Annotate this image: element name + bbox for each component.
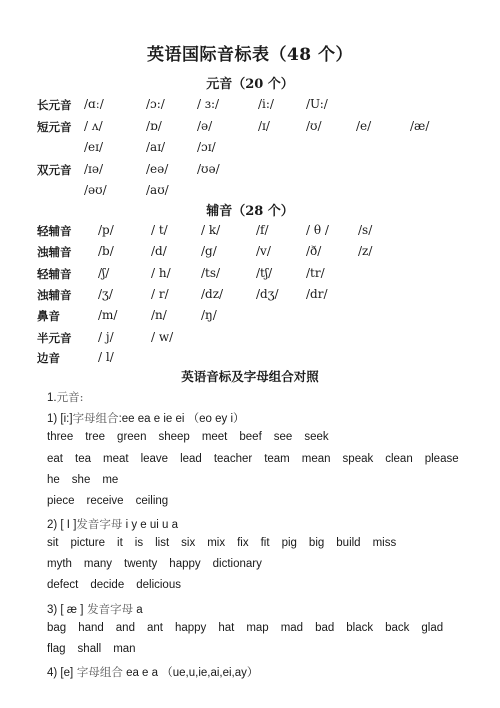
- example-word: twenty: [124, 558, 158, 570]
- example-word: build: [336, 537, 361, 549]
- example-word: beef: [239, 431, 262, 443]
- example-word: leave: [140, 453, 169, 465]
- example-word: meat: [103, 453, 129, 465]
- example-word: mix: [207, 537, 226, 549]
- example-line: [47, 431, 487, 443]
- phonetic-symbol: / k/: [201, 223, 221, 237]
- phonetic-symbol: /n/: [151, 308, 167, 322]
- consonant-row: [0, 308, 500, 326]
- row-label: 浊辅音: [37, 288, 72, 302]
- example-word: hand: [78, 622, 104, 634]
- example-word: speak: [342, 453, 374, 465]
- section-title: 英语音标及字母组合对照: [181, 369, 319, 384]
- example-word: teacher: [213, 453, 253, 465]
- phonetic-symbol: /eɪ/: [84, 140, 104, 154]
- example-word: meet: [201, 431, 228, 443]
- phonetic-symbol: /e/: [356, 119, 372, 133]
- example-word: team: [264, 453, 290, 465]
- example-line: [47, 579, 487, 591]
- phonetic-symbol: /i:/: [258, 97, 274, 111]
- example-word: shall: [77, 643, 102, 655]
- example-word: delicious: [136, 579, 181, 591]
- consonant-row: [0, 350, 500, 368]
- phonetic-symbol: /tr/: [306, 266, 325, 280]
- consonant-row: [0, 223, 500, 241]
- example-word: mad: [280, 622, 304, 634]
- line-label: 字母组合: [73, 665, 123, 679]
- row-label: 半元音: [37, 331, 72, 345]
- phonetic-symbol: /ʒ/: [98, 287, 113, 301]
- vowel-row: [0, 119, 500, 137]
- example-word: green: [117, 431, 147, 443]
- line-letters: ea e a （ue,u,ie,ai,ei,ay）: [122, 667, 259, 679]
- phonetic-symbol: / r/: [151, 287, 169, 301]
- example-word: flag: [47, 643, 66, 655]
- example-line: [47, 410, 487, 426]
- vowel-row: [0, 162, 500, 180]
- phonetic-symbol: /z/: [358, 244, 373, 258]
- phonetic-symbol: /v/: [256, 244, 271, 258]
- phonetic-symbol: /dr/: [306, 287, 328, 301]
- example-line: [47, 537, 487, 549]
- example-word: happy: [174, 622, 207, 634]
- example-word: map: [246, 622, 269, 634]
- example-word: seek: [304, 431, 329, 443]
- line-label: 发音字母: [83, 602, 134, 616]
- example-word: picture: [70, 537, 106, 549]
- example-word: list: [155, 537, 170, 549]
- line-prefix: 4) [e]: [47, 667, 74, 679]
- phonetic-symbol: /ɪə/: [84, 162, 104, 176]
- example-line: [47, 622, 487, 634]
- phonetic-symbol: /ʃ/: [98, 266, 110, 280]
- phonetic-symbol: / w/: [151, 330, 174, 344]
- example-word: it: [117, 537, 123, 549]
- example-word: miss: [372, 537, 397, 549]
- consonants-heading: 辅音（28 个）: [206, 204, 294, 219]
- row-label: 边音: [37, 351, 60, 365]
- example-word: is: [134, 537, 144, 549]
- consonant-row: [0, 266, 500, 284]
- line-letters: :ee ea e ie ei （eo ey i）: [118, 413, 245, 425]
- example-word: bad: [315, 622, 335, 634]
- example-word: and: [115, 622, 135, 634]
- phonetic-symbol: /ʊ/: [306, 119, 322, 133]
- phonetic-symbol: / l/: [98, 350, 114, 364]
- row-label: 轻辅音: [37, 224, 72, 238]
- example-word: clean: [385, 453, 413, 465]
- phonetic-symbol: /U:/: [306, 97, 328, 111]
- example-word: happy: [169, 558, 201, 570]
- line-label: 元音:: [56, 390, 84, 404]
- consonant-row: [0, 244, 500, 262]
- example-word: receive: [86, 495, 124, 507]
- example-line: [47, 453, 487, 465]
- row-label: 短元音: [37, 120, 72, 134]
- example-word: fit: [260, 537, 270, 549]
- phonetic-symbol: /f/: [256, 223, 269, 237]
- example-word: tea: [75, 453, 91, 465]
- example-word: back: [385, 622, 410, 634]
- line-letters: a: [133, 604, 143, 616]
- phonetic-symbol: /əʊ/: [84, 183, 107, 197]
- phonetic-symbol: / ɜ:/: [197, 97, 220, 111]
- example-word: glad: [421, 622, 444, 634]
- example-line: [47, 643, 487, 655]
- example-word: three: [47, 431, 74, 443]
- example-word: hat: [218, 622, 235, 634]
- phonetic-symbol: /ts/: [201, 266, 221, 280]
- example-word: eat: [47, 453, 63, 465]
- example-word: lead: [180, 453, 202, 465]
- example-word: dictionary: [212, 558, 262, 570]
- row-label: 双元音: [37, 163, 72, 177]
- line-prefix: 2) [ I ]: [47, 519, 77, 531]
- example-word: myth: [47, 558, 72, 570]
- page-title: 英语国际音标表（48 个）: [146, 45, 354, 65]
- example-line: [47, 558, 487, 570]
- phonetic-symbol: /m/: [98, 308, 118, 322]
- phonetic-symbol: /d/: [151, 244, 167, 258]
- example-word: sit: [47, 537, 59, 549]
- row-label: 浊辅音: [37, 245, 72, 259]
- example-word: me: [102, 474, 119, 486]
- row-label: 轻辅音: [37, 267, 72, 281]
- example-line: [47, 389, 487, 405]
- phonetic-symbol: /b/: [98, 244, 114, 258]
- example-word: ant: [146, 622, 163, 634]
- phonetic-symbol: /ɒ/: [146, 119, 162, 133]
- example-line: [47, 495, 487, 507]
- example-word: big: [308, 537, 325, 549]
- line-letters: i y e ui u a: [122, 519, 179, 531]
- phonetic-symbol: /ɔɪ/: [197, 140, 216, 154]
- example-word: see: [273, 431, 293, 443]
- example-word: decide: [90, 579, 125, 591]
- phonetic-symbol: / j/: [98, 330, 114, 344]
- example-line: [47, 516, 487, 532]
- example-word: many: [83, 558, 113, 570]
- phonetic-symbol: /aʊ/: [146, 183, 169, 197]
- example-word: sheep: [158, 431, 190, 443]
- phonetic-symbol: /s/: [358, 223, 373, 237]
- phonetic-symbol: /aɪ/: [146, 140, 166, 154]
- phonetic-symbol: /g/: [201, 244, 217, 258]
- example-word: defect: [47, 579, 79, 591]
- line-label: 字母组合: [72, 411, 119, 425]
- phonetic-symbol: /ɪ/: [258, 119, 270, 133]
- phonetic-symbol: /dʒ/: [256, 287, 279, 301]
- line-prefix: 1) [i:]: [47, 413, 73, 425]
- vowels-heading: 元音（20 个）: [206, 77, 294, 92]
- example-word: piece: [47, 495, 75, 507]
- example-word: ceiling: [135, 495, 169, 507]
- phonetic-symbol: / h/: [151, 266, 171, 280]
- example-word: bag: [47, 622, 67, 634]
- example-word: tree: [85, 431, 106, 443]
- example-word: black: [346, 622, 374, 634]
- phonetic-symbol: /eə/: [146, 162, 169, 176]
- consonant-row: [0, 330, 500, 348]
- example-word: pig: [281, 537, 297, 549]
- phonetic-symbol: /ɔ:/: [146, 97, 165, 111]
- vowel-row: [0, 97, 500, 115]
- example-word: he: [47, 474, 60, 486]
- phonetic-symbol: /dz/: [201, 287, 224, 301]
- example-word: fix: [237, 537, 249, 549]
- phonetic-symbol: /ə/: [197, 119, 213, 133]
- vowel-row: [0, 183, 500, 201]
- example-word: mean: [301, 453, 331, 465]
- row-label: 鼻音: [37, 309, 60, 323]
- example-line: [47, 664, 487, 680]
- phonetic-symbol: /ɑː/: [84, 97, 104, 111]
- phonetic-symbol: / θ /: [306, 223, 329, 237]
- line-label: 发音字母: [76, 517, 123, 531]
- example-word: she: [71, 474, 91, 486]
- phonetic-symbol: /æ/: [410, 119, 430, 133]
- example-word: six: [181, 537, 196, 549]
- phonetic-symbol: /ð/: [306, 244, 322, 258]
- example-word: man: [113, 643, 136, 655]
- phonetic-symbol: /ŋ/: [201, 308, 217, 322]
- line-prefix: 3) [ æ ]: [47, 604, 84, 616]
- vowel-row: [0, 140, 500, 158]
- example-word: please: [424, 453, 459, 465]
- example-line: [47, 474, 487, 486]
- phonetic-symbol: / ʌ/: [84, 119, 103, 133]
- phonetic-symbol: /p/: [98, 223, 114, 237]
- row-label: 长元音: [37, 98, 72, 112]
- phonetic-symbol: /ʊə/: [197, 162, 220, 176]
- phonetic-symbol: /tʃ/: [256, 266, 273, 280]
- consonant-row: [0, 287, 500, 305]
- phonetic-symbol: / t/: [151, 223, 168, 237]
- example-line: [47, 601, 487, 617]
- line-prefix: 1.: [47, 392, 57, 404]
